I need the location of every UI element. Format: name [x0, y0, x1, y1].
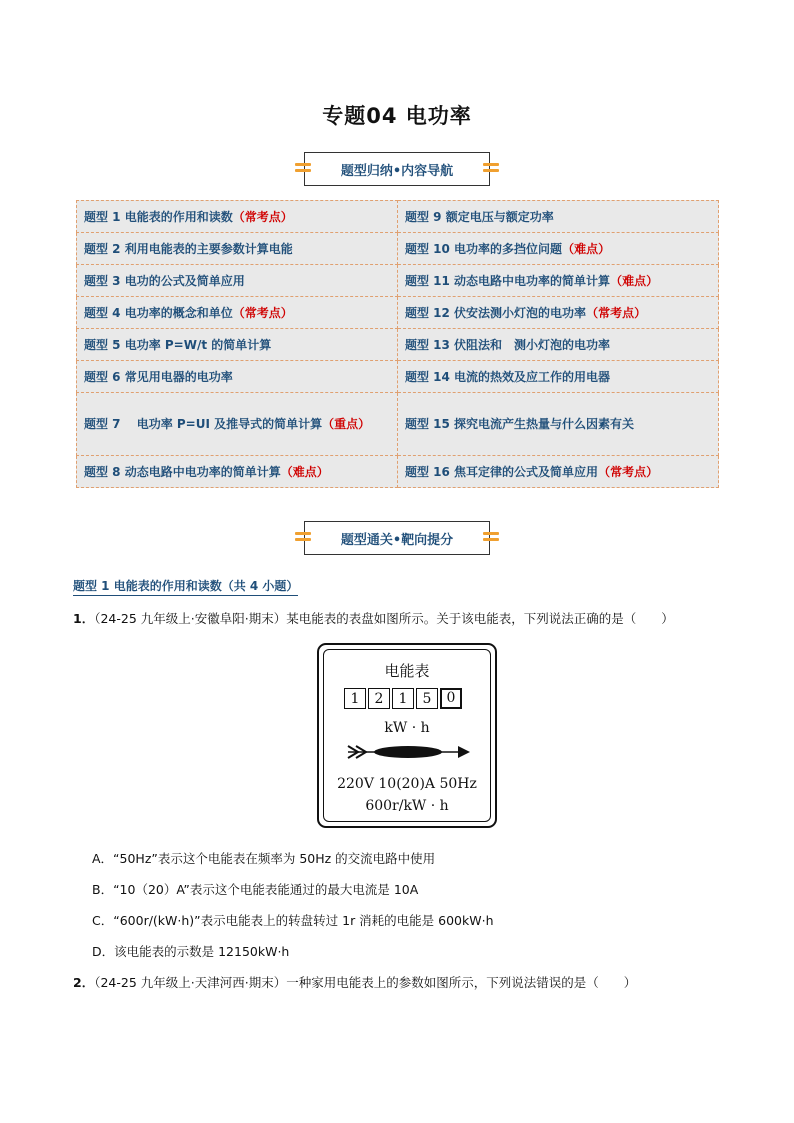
nav-tag: （难点） — [610, 273, 659, 288]
practice-banner-box — [304, 521, 490, 555]
nav-topic: 题型 15 探究电流产生热量与什么因素有关 — [405, 417, 635, 431]
meter-spec-rating: 220V 10(20)A 50Hz — [337, 776, 477, 792]
nav-table-row — [77, 233, 719, 265]
nav-topic: 题型 12 伏安法测小灯泡的电功率 — [405, 305, 587, 320]
electric-meter-figure — [317, 643, 497, 828]
question-1 — [73, 609, 674, 627]
nav-tag: （难点） — [562, 241, 611, 256]
nav-cell-right[interactable] — [398, 329, 719, 361]
option-b: B．“10（20）A”表示这个电能表能通过的最大电流是 10A — [92, 882, 419, 897]
page-title: 专题04 电功率 — [322, 104, 472, 128]
nav-topic: 题型 1 电能表的作用和读数 — [84, 209, 233, 224]
nav-topic: 题型 2 利用电能表的主要参数计算电能 — [84, 241, 293, 256]
nav-cell-left[interactable] — [77, 329, 398, 361]
nav-cell-right[interactable] — [398, 393, 719, 456]
section-heading: 题型 1 电能表的作用和读数（共 4 小题） — [73, 577, 298, 596]
nav-cell-right[interactable] — [398, 456, 719, 488]
practice-banner — [0, 519, 794, 557]
option-d: D．该电能表的示数是 12150kW·h — [92, 944, 290, 959]
nav-cell-left[interactable] — [77, 233, 398, 265]
meter-digit: 1 — [392, 688, 414, 709]
topic-navigation-table — [76, 200, 719, 488]
question-number: 1． — [73, 611, 95, 626]
nav-cell-right[interactable] — [398, 361, 719, 393]
nav-table-row — [77, 393, 719, 456]
nav-cell-left[interactable] — [77, 361, 398, 393]
nav-topic: 题型 9 额定电压与额定功率 — [405, 209, 554, 224]
question-number: 2． — [73, 975, 95, 990]
nav-topic: 题型 3 电功的公式及简单应用 — [84, 273, 245, 288]
meter-unit: kW · h — [384, 720, 430, 736]
meter-digit-decimal: 0 — [440, 688, 462, 709]
practice-banner-label: 题型通关•靶向提分 — [340, 532, 454, 548]
rotating-disc-icon — [346, 742, 472, 762]
nav-table-row — [77, 329, 719, 361]
nav-cell-left[interactable] — [77, 201, 398, 233]
question-text: （24-25 九年级上·天津河西·期末）一种家用电能表上的参数如图所示，下列说法错误的是（ ） — [94, 975, 637, 990]
nav-table-row — [77, 297, 719, 329]
nav-tag: （常考点） — [586, 305, 647, 320]
meter-digits — [344, 688, 464, 709]
nav-topic: 题型 7 电功率 P=UI 及推导式的简单计算 — [84, 417, 323, 431]
nav-cell-right[interactable] — [398, 233, 719, 265]
nav-tag: （常考点） — [232, 209, 293, 224]
nav-banner — [0, 150, 794, 188]
nav-topic: 题型 4 电功率的概念和单位 — [84, 305, 233, 320]
nav-topic: 题型 13 伏阻法和 测小灯泡的电功率 — [405, 337, 611, 352]
nav-banner-box — [304, 152, 490, 186]
nav-banner-label: 题型归纳•内容导航 — [340, 163, 454, 179]
question-text: （24-25 九年级上·安徽阜阳·期末）某电能表的表盘如图所示。关于该电能表，下列说法正确的是（ ） — [94, 611, 674, 626]
nav-cell-left[interactable] — [77, 265, 398, 297]
nav-topic: 题型 10 电功率的多挡位问题 — [405, 241, 563, 256]
nav-cell-right[interactable] — [398, 201, 719, 233]
nav-tag: （常考点） — [598, 464, 659, 479]
meter-digit: 2 — [368, 688, 390, 709]
meter-spec-constant: 600r/kW · h — [365, 798, 449, 814]
meter-digit: 1 — [344, 688, 366, 709]
nav-table-row — [77, 265, 719, 297]
nav-table-row — [77, 456, 719, 488]
nav-topic: 题型 8 动态电路中电功率的简单计算 — [84, 464, 281, 479]
nav-cell-left[interactable] — [77, 297, 398, 329]
banner-decoration-icon — [295, 163, 311, 175]
nav-topic: 题型 16 焦耳定律的公式及简单应用 — [405, 464, 599, 479]
nav-cell-right[interactable] — [398, 265, 719, 297]
nav-tag: （难点） — [280, 464, 329, 479]
meter-digit: 5 — [416, 688, 438, 709]
nav-table-row — [77, 201, 719, 233]
nav-tag: （重点） — [322, 417, 371, 431]
nav-topic: 题型 6 常见用电器的电功率 — [84, 369, 233, 384]
nav-cell-left[interactable] — [77, 393, 398, 456]
nav-topic: 题型 11 动态电路中电功率的简单计算 — [405, 273, 611, 288]
meter-title: 电能表 — [384, 662, 430, 680]
banner-decoration-icon — [295, 532, 311, 544]
option-a: A．“50Hz”表示这个电能表在频率为 50Hz 的交流电路中使用 — [92, 851, 436, 866]
question-2 — [73, 973, 636, 991]
nav-cell-left[interactable] — [77, 456, 398, 488]
nav-topic: 题型 14 电流的热效及应工作的用电器 — [405, 369, 611, 384]
nav-topic: 题型 5 电功率 P=W/t 的简单计算 — [84, 337, 272, 352]
nav-cell-right[interactable] — [398, 297, 719, 329]
nav-tag: （常考点） — [232, 305, 293, 320]
banner-decoration-icon — [483, 532, 499, 544]
option-c: C．“600r/(kW·h)”表示电能表上的转盘转过 1r 消耗的电能是 600kW·h — [92, 913, 494, 928]
nav-table-row — [77, 361, 719, 393]
banner-decoration-icon — [483, 163, 499, 175]
